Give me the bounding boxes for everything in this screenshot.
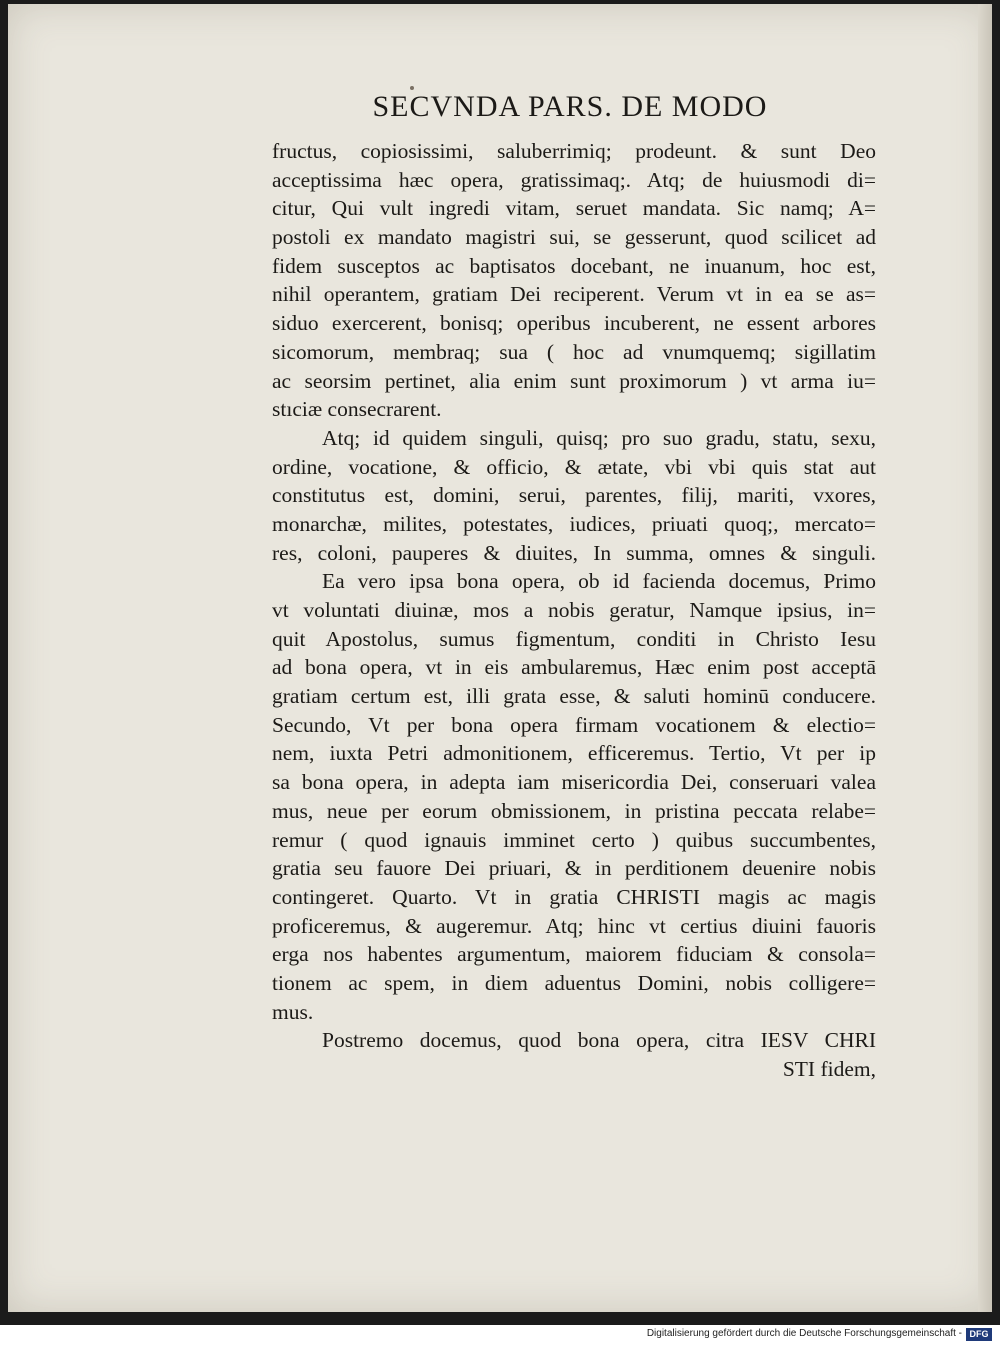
- text-line: contingeret. Quarto. Vt in gratia CHRISTI magis ac magis: [272, 884, 876, 909]
- page-edge: [978, 4, 992, 1312]
- text-line: fructus, copiosissimi, saluberrimiq; prodeunt. & sunt Deo: [272, 139, 876, 163]
- text-line: gratiam certum est, illi grata esse, & saluti hominū conducere.: [272, 684, 876, 709]
- text-line: ad bona opera, vt in eis ambularemus, Hæc enim post acceptā: [272, 655, 876, 680]
- text-line: STI fidem,: [782, 1057, 876, 1081]
- text-line: vt voluntati diuinæ, mos a nobis geratur, Namque ipsius, in=: [272, 598, 876, 622]
- text-line: gratia seu fauore Dei priuari, & in perditionem deuenire nobis: [272, 856, 876, 881]
- body-text: [272, 137, 876, 1084]
- text-line: quit Apostolus, sumus figmentum, conditi in Christo Iesu: [272, 626, 876, 651]
- text-line: ac seorsim pertinet, alia enim sunt proximorum ) vt arma iu=: [272, 368, 876, 393]
- text-line: Postremo docemus, quod bona opera, citra IESV CHRI: [322, 1028, 876, 1053]
- text-line: erga nos habentes argumentum, maiorem fiduciam & consola=: [272, 942, 876, 967]
- running-header: SECVNDA PARS. DE MODO: [372, 90, 768, 123]
- text-line: siduo exercerent, bonisq; operibus incuberent, ne essent arbores: [272, 311, 876, 336]
- text-line: constitutus est, domini, serui, parentes, filij, mariti, vxores,: [272, 483, 876, 508]
- text-line: sicomorum, membraq; sua ( hoc ad vnumquemq; sigillatim: [272, 339, 876, 364]
- text-line: fidem susceptos ac baptisatos docebant, ne inuanum, hoc est,: [272, 253, 876, 278]
- text-line: mus, neue per eorum obmissionem, in pristina peccata relabe=: [272, 798, 876, 823]
- text-line: tionem ac spem, in diem aduentus Domini, nobis colligere=: [272, 970, 876, 995]
- text-line: Atq; id quidem singuli, quisq; pro suo gradu, statu, sexu,: [322, 425, 876, 450]
- text-line: proficeremus, & augeremur. Atq; hinc vt certius diuini fauoris: [272, 913, 876, 938]
- text-line: ordine, vocatione, & officio, & ætate, vbi vbi quis stat aut: [272, 454, 876, 479]
- funding-note: Digitalisierung gefördert durch die Deutsche Forschungsgemeinschaft -: [646, 1328, 962, 1339]
- text-line: remur ( quod ignauis imminet certo ) quibus succumbentes,: [272, 827, 876, 852]
- text-line: mus.: [272, 999, 314, 1024]
- dfg-logo-icon: DFG: [966, 1328, 992, 1341]
- text-line: monarchæ, milites, potestates, iudices, priuati quoq;, mercato=: [272, 511, 876, 536]
- text-line: citur, Qui vult ingredi vitam, seruet mandata. Sic namq; A=: [272, 196, 876, 221]
- text-line: nihil operantem, gratiam Dei reciperent. Verum vt in ea se as=: [272, 282, 876, 307]
- text-line: stıciæ consecrarent.: [272, 397, 442, 422]
- text-line: sa bona opera, in adepta iam misericordia Dei, conseruari valea: [272, 770, 876, 795]
- text-line: acceptissima hæc opera, gratissimaq;. Atq; de huiusmodi di=: [272, 167, 876, 192]
- text-line: postoli ex mandato magistri sui, se gesserunt, quod scilicet ad: [272, 225, 876, 250]
- text-line: Ea vero ipsa bona opera, ob id facienda docemus, Primo: [322, 569, 876, 594]
- text-line: nem, iuxta Petri admonitionem, efficeremus. Tertio, Vt per ip: [272, 741, 876, 766]
- text-line: res, coloni, pauperes & diuites, In summa, omnes & singuli.: [272, 540, 876, 565]
- text-line: Secundo, Vt per bona opera firmam vocationem & electio=: [272, 712, 876, 737]
